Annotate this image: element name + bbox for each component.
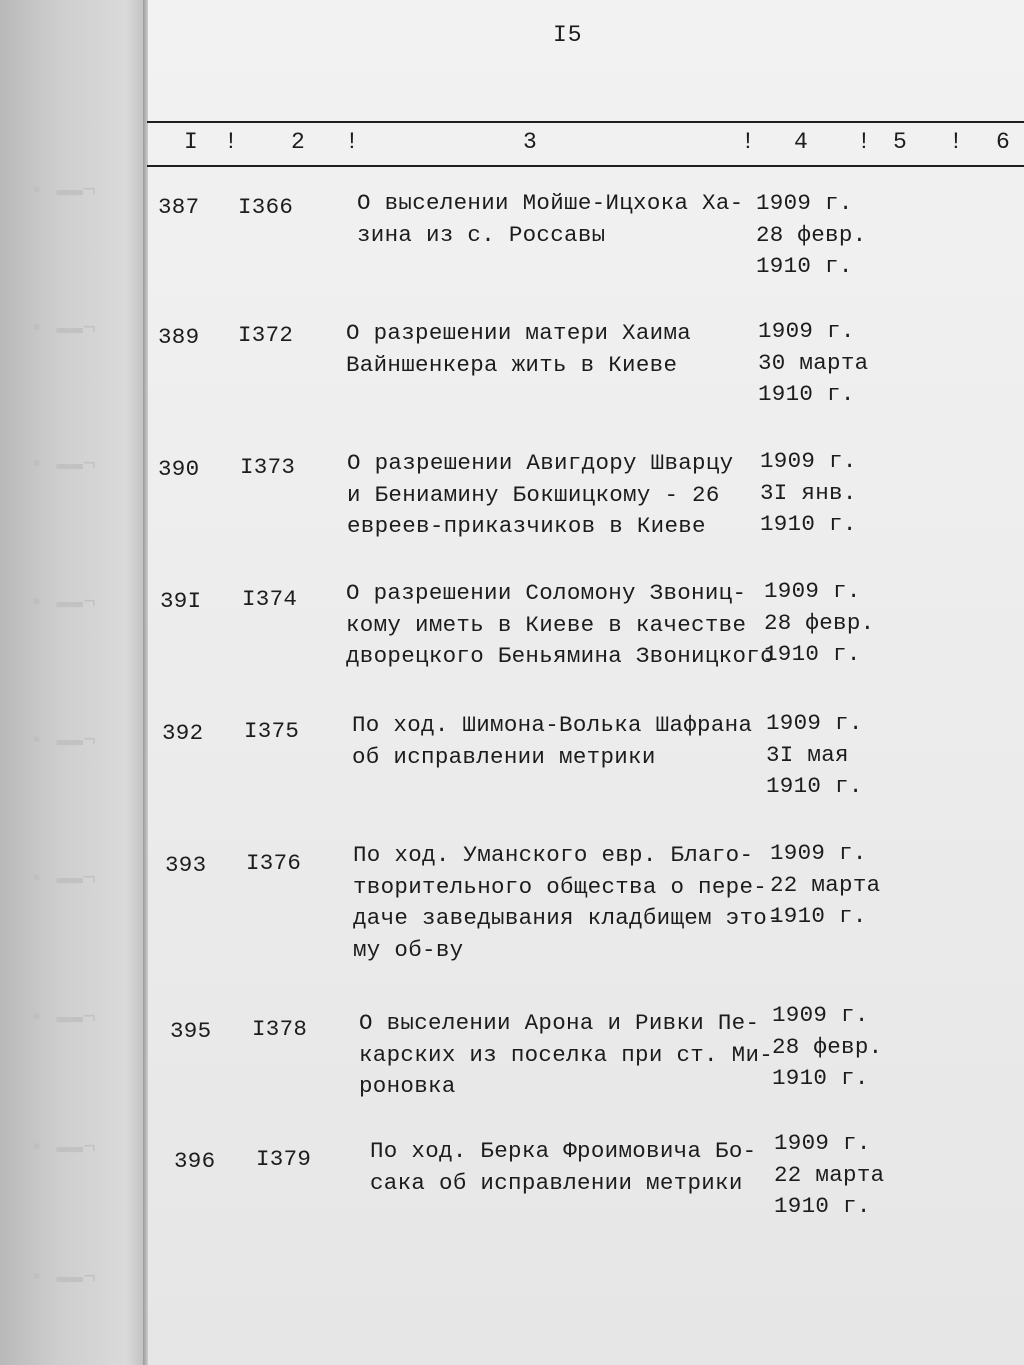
bleed-through-mark: ⌐▬▬ ▪ <box>30 316 97 341</box>
bleed-through-mark: ⌐▬▬ ▪ <box>30 1135 97 1160</box>
case-title: По ход. Берка Фроимовича Бо- сака об исправлении метрики <box>370 1138 757 1196</box>
case-title: О разрешении Авигдору Шварцу и Бениамину Бокшицкому - 26 евреев-приказчиков в Киеве <box>347 450 734 539</box>
bleed-through-mark: ⌐▬▬ ▪ <box>30 866 97 891</box>
file-number: I372 <box>238 322 294 348</box>
header-col-3: 3 <box>523 129 537 155</box>
bleed-through-mark: ⌐▬▬ ▪ <box>30 590 97 615</box>
bleed-through-mark: ⌐▬▬ ▪ <box>30 452 97 477</box>
bleed-through-mark: ⌐▬▬ ▪ <box>30 1265 97 1290</box>
row-number: 396 <box>174 1148 216 1174</box>
row-number: 395 <box>170 1018 212 1044</box>
header-col-4: 4 <box>794 129 808 155</box>
file-number: I374 <box>242 586 298 612</box>
header-separator: ! <box>949 129 963 155</box>
header-col-5: 5 <box>893 129 907 155</box>
case-dates: 1909 г. 28 февр. 1910 г. <box>764 578 875 667</box>
file-number: I375 <box>244 718 300 744</box>
file-number: I373 <box>240 454 296 480</box>
header-col-6: 6 <box>996 129 1010 155</box>
row-number: 389 <box>158 324 200 350</box>
header-separator: ! <box>345 129 359 155</box>
case-title: О разрешении Соломону Звониц- кому иметь в Киеве в качестве дворецкого Беньямина Звоницкого <box>346 580 774 669</box>
file-number: I376 <box>246 850 302 876</box>
case-dates: 1909 г. 28 февр. 1910 г. <box>772 1002 883 1091</box>
header-separator: ! <box>857 129 871 155</box>
case-title: По ход. Уманского евр. Благо- творительного общества о пере- даче заведывания кладбищем это- му об-ву <box>353 842 781 963</box>
binding-strip <box>0 0 148 1365</box>
row-number: 393 <box>165 852 207 878</box>
row-number: 387 <box>158 194 200 220</box>
table-header-rule <box>147 165 1024 167</box>
case-title: О выселении Арона и Ривки Пе- карских из поселка при ст. Ми- роновка <box>359 1010 774 1099</box>
header-separator: ! <box>224 129 238 155</box>
file-number: I366 <box>238 194 294 220</box>
case-dates: 1909 г. 3I янв. 1910 г. <box>760 448 857 537</box>
row-number: 39I <box>160 588 202 614</box>
bleed-through-mark: ⌐▬▬ ▪ <box>30 728 97 753</box>
file-number: I378 <box>252 1016 308 1042</box>
case-dates: 1909 г. 22 марта 1910 г. <box>770 840 881 929</box>
bleed-through-mark: ⌐▬▬ ▪ <box>30 178 97 203</box>
header-separator: ! <box>741 129 755 155</box>
case-dates: 1909 г. 3I мая 1910 г. <box>766 710 863 799</box>
header-col-2: 2 <box>291 129 305 155</box>
case-title: О выселении Мойше-Ицхока Ха- зина из с. Россавы <box>357 190 744 248</box>
case-title: О разрешении матери Хаима Вайншенкера жить в Киеве <box>346 320 692 378</box>
bleed-through-mark: ⌐▬▬ ▪ <box>30 1005 97 1030</box>
row-number: 390 <box>158 456 200 482</box>
case-title: По ход. Шимона-Волька Шафрана об исправлении метрики <box>352 712 753 770</box>
case-dates: 1909 г. 28 февр. 1910 г. <box>756 190 867 279</box>
case-dates: 1909 г. 22 марта 1910 г. <box>774 1130 885 1219</box>
page-number: I5 <box>553 22 583 48</box>
case-dates: 1909 г. 30 марта 1910 г. <box>758 318 869 407</box>
header-col-1: I <box>184 129 198 155</box>
row-number: 392 <box>162 720 204 746</box>
file-number: I379 <box>256 1146 312 1172</box>
table-top-rule <box>147 121 1024 123</box>
